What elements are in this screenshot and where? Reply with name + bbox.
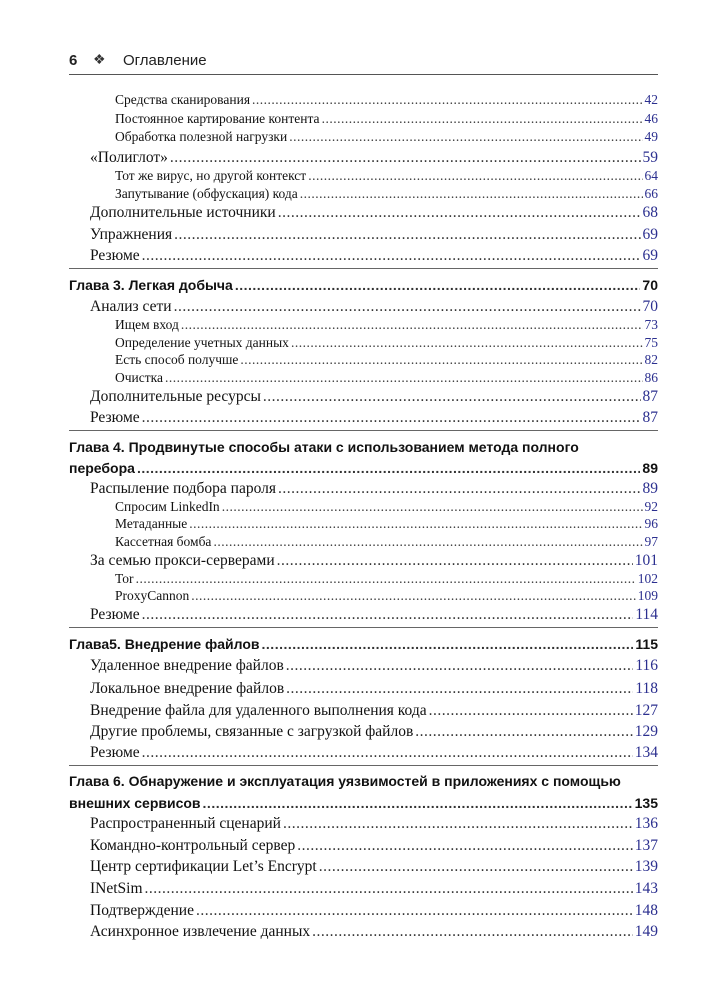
toc-entry[interactable]: Есть способ получше ..... 82 [115, 352, 658, 368]
running-header [69, 50, 658, 75]
toc-entry[interactable]: Обработка полезной нагрузки ..... 49 [115, 129, 658, 145]
toc-entry[interactable]: INetSim ..... 143 [90, 880, 658, 898]
toc-entry[interactable]: Командно-контрольный сервер ..... 137 [90, 837, 658, 855]
toc-entry[interactable]: Резюме ..... 87 [90, 409, 658, 427]
toc-entry[interactable]: Метаданные ..... 96 [115, 516, 658, 532]
chapter-title-line: Глава 4. Продвинутые способы атаки с использованием метода полного [69, 439, 579, 455]
toc-entry[interactable]: Определение учетных данных ..... 75 [115, 335, 658, 351]
chapter-divider [69, 765, 658, 766]
toc-entry[interactable]: Тот же вирус, но другой контекст ..... 64 [115, 168, 658, 184]
toc-entry[interactable]: Постоянное картирование контента ..... 46 [115, 111, 658, 127]
toc-entry[interactable]: Центр сертификации Let’s Encrypt ..... 139 [90, 858, 658, 876]
chapter-divider [69, 627, 658, 628]
chapter-entry[interactable]: Глава5. Внедрение файлов ..... 115 [69, 636, 658, 652]
toc-entry[interactable]: Запутывание (обфускация) кода ..... 66 [115, 186, 658, 202]
chapter-divider [69, 268, 658, 269]
toc-entry[interactable]: Резюме ..... 134 [90, 744, 658, 762]
toc-entry[interactable]: Очистка ..... 86 [115, 370, 658, 386]
toc-entry[interactable]: Распространенный сценарий ..... 136 [90, 815, 658, 833]
toc-entry[interactable]: Упражнения ..... 69 [90, 226, 658, 244]
toc-entry[interactable]: Дополнительные ресурсы ..... 87 [90, 388, 658, 406]
chapter-entry[interactable]: Глава 3. Легкая добыча ..... 70 [69, 277, 658, 293]
page-number: 6 [69, 52, 78, 69]
ornament-icon: ❖ [93, 51, 106, 67]
toc-entry[interactable]: Спросим LinkedIn ..... 92 [115, 499, 658, 515]
toc-entry[interactable]: Ищем вход ..... 73 [115, 317, 658, 333]
toc-entry[interactable]: Средства сканирования ..... 42 [115, 92, 658, 108]
toc-entry[interactable]: Анализ сети ..... 70 [90, 298, 658, 316]
toc-entry[interactable]: Подтверждение ..... 148 [90, 902, 658, 920]
chapter-title-line: Глава 6. Обнаружение и эксплуатация уязвимостей в приложениях с помощью [69, 773, 621, 789]
toc-entry[interactable]: ProxyCannon ..... 109 [115, 588, 658, 604]
chapter-divider [69, 430, 658, 431]
toc-entry[interactable]: Резюме ..... 69 [90, 247, 658, 265]
toc-entry[interactable]: Локальное внедрение файлов ..... 118 [90, 680, 658, 698]
toc-entry[interactable]: Асинхронное извлечение данных ..... 149 [90, 923, 658, 941]
toc-entry[interactable]: Удаленное внедрение файлов ..... 116 [90, 657, 658, 675]
toc-entry[interactable]: Дополнительные источники ..... 68 [90, 204, 658, 222]
toc-entry[interactable]: Внедрение файла для удаленного выполнения кода ..... 127 [90, 702, 658, 720]
toc-entry[interactable]: Tor ..... 102 [115, 571, 658, 587]
chapter-entry[interactable]: перебора ..... 89 [69, 460, 658, 476]
toc-entry[interactable]: Другие проблемы, связанные с загрузкой файлов ..... 129 [90, 723, 658, 741]
chapter-entry[interactable]: внешних сервисов ..... 135 [69, 795, 658, 811]
toc-entry[interactable]: Кассетная бомба ..... 97 [115, 534, 658, 550]
toc-entry[interactable]: «Полиглот» ..... 59 [90, 149, 658, 167]
toc-entry[interactable]: Резюме ..... 114 [90, 606, 658, 624]
header-title: Оглавление [123, 52, 207, 69]
toc-entry[interactable]: За семью прокси-серверами ..... 101 [90, 552, 658, 570]
toc-entry[interactable]: Распыление подбора пароля ..... 89 [90, 480, 658, 498]
